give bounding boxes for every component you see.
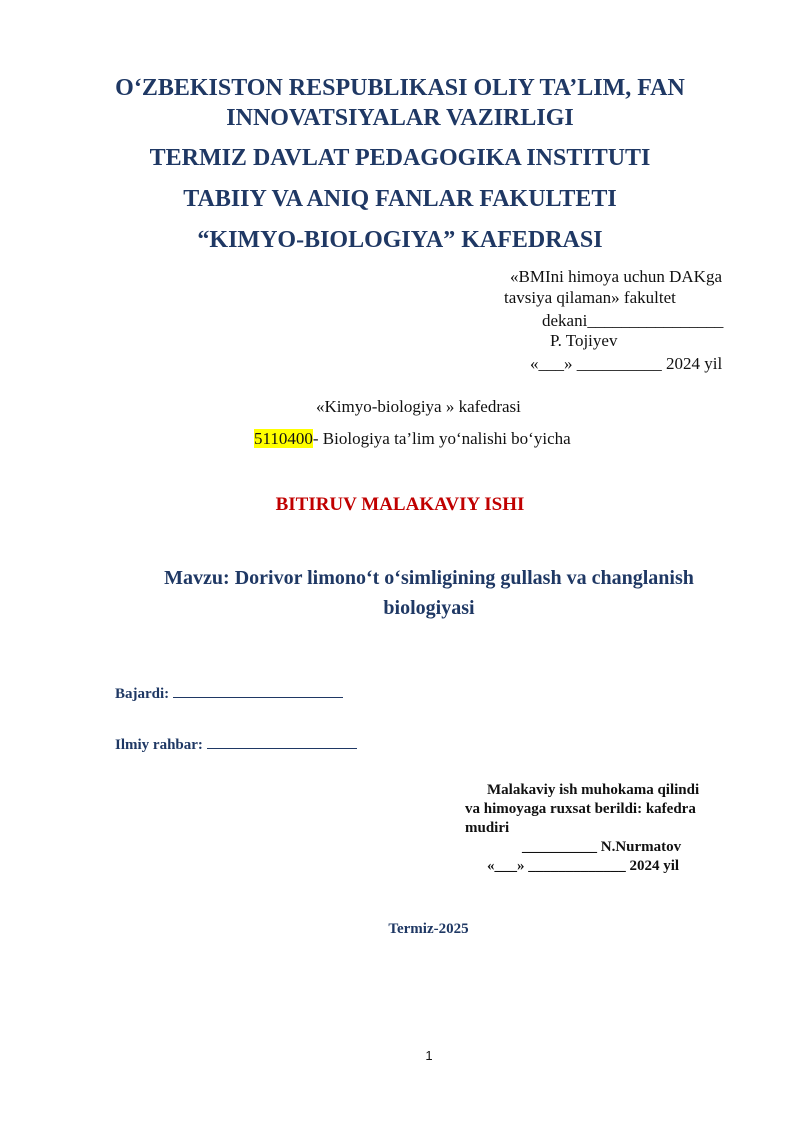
performed-by-blank <box>173 683 343 698</box>
page-number: 1 <box>425 1048 433 1063</box>
supervisor-field <box>115 734 357 754</box>
topic-line-1: Mavzu: Dorivor limono‘t o‘simligining gullash va changlanish <box>164 567 694 589</box>
approval-top-dean-name: P. Tojiyev <box>550 331 618 350</box>
supervisor-label: Ilmiy rahbar: <box>115 737 203 753</box>
direction-line <box>254 429 571 449</box>
approval-bottom-head-name: __________ N.Nurmatov <box>522 839 682 855</box>
department-name: “KIMYO-BIOLOGIYA” KAFEDRASI <box>197 227 603 253</box>
approval-top-line-2: tavsiya qilaman» fakultet <box>504 288 676 307</box>
topic-line-2: biologiyasi <box>383 597 475 619</box>
approval-top-dean-line: dekani________________ <box>542 311 724 330</box>
direction-code: 5110400 <box>254 429 313 448</box>
approval-bottom-line-2: va himoyaga ruxsat berildi: kafedra <box>465 801 696 817</box>
approval-top-date: «___» __________ 2024 yil <box>530 354 723 373</box>
performed-by-field <box>115 683 343 703</box>
faculty-name: TABIIY VA ANIQ FANLAR FAKULTETI <box>183 186 617 212</box>
supervisor-blank <box>207 734 357 749</box>
approval-top-line-1: «BMIni himoya uchun DAKga <box>510 267 723 286</box>
ministry-line-1: O‘ZBEKISTON RESPUBLIKASI OLIY TA’LIM, FAN <box>115 75 685 101</box>
city-year: Termiz-2025 <box>388 921 469 937</box>
approval-bottom-line-3: mudiri <box>465 820 510 836</box>
direction-name: - Biologiya ta’lim yo‘nalishi bo‘yicha <box>312 429 571 448</box>
institute-name: TERMIZ DAVLAT PEDAGOGIKA INSTITUTI <box>149 145 651 171</box>
ministry-line-2: INNOVATSIYALAR VAZIRLIGI <box>226 105 574 131</box>
kafedra-label: «Kimyo-biologiya » kafedrasi <box>316 397 521 416</box>
document-title: BITIRUV MALAKAVIY ISHI <box>275 494 525 515</box>
approval-bottom-date: «___» _____________ 2024 yil <box>487 858 680 874</box>
approval-bottom-line-1: Malakaviy ish muhokama qilindi <box>487 782 700 798</box>
performed-by-label: Bajardi: <box>115 686 170 702</box>
